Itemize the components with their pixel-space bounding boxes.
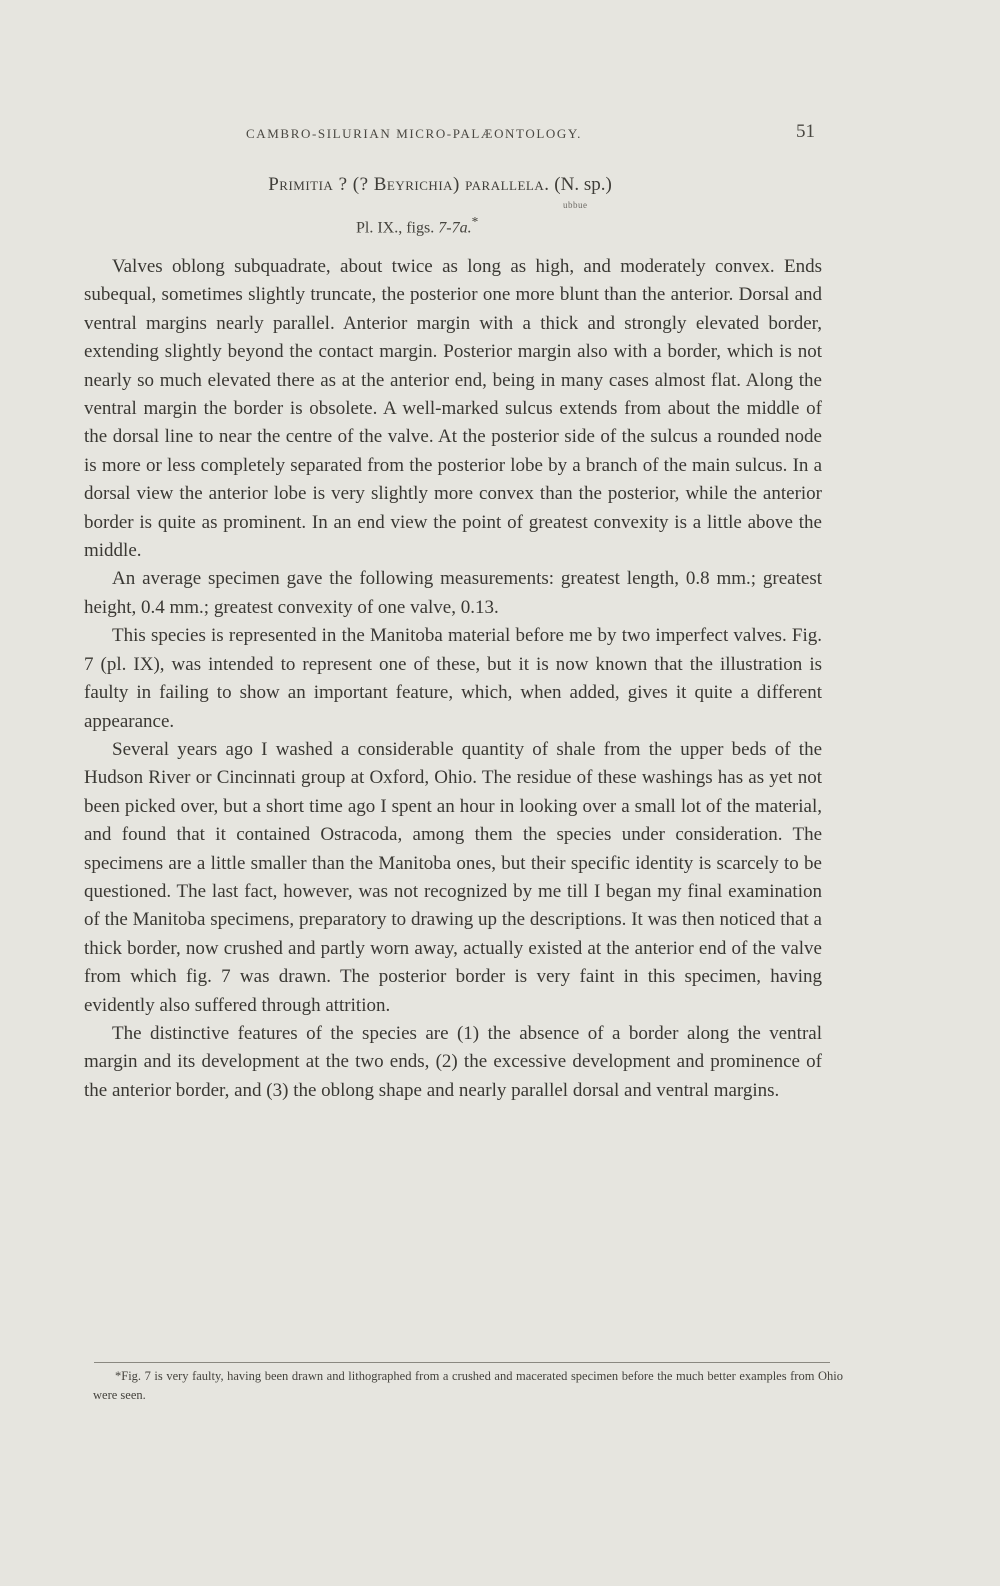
plate-ref-prefix: Pl. IX., figs. [356,219,439,237]
description-body [84,253,822,1105]
plate-reference [356,214,478,237]
paragraph-measurements: An average specimen gave the following measurements: greatest length, 0.8 mm.; greatest height, 0.4 mm.; greatest convexity of one valve, 0.13. [84,568,822,618]
species-name: Primitia ? (? Beyrichia) parallela. [268,174,550,195]
footnote-divider [94,1362,830,1363]
footnote: *Fig. 7 is very faulty, having been drawn and lithographed from a crushed and macerated specimen before the much better examples from Ohio were seen. [93,1369,843,1402]
paragraph-ohio: Several years ago I washed a considerable quantity of shale from the upper beds of the Hudson River or Cincinnati group at Oxford, Ohio. The residue of these washings has as yet not been picked over, but a short time ago I spent an hour in looking over a small lot of the material, and found that it contained Ostracoda, among them the species under consideration. The specimens are a little smaller than the Manitoba ones, but their specific identity is scarcely to be questioned. The last fact, however, was not recognized by me till I began my final examination of the Manitoba specimens, preparatory to drawing up the descriptions. It was then noticed that a thick border, now crushed and partly worn away, actually existed at the anterior end of the valve from which fig. 7 was drawn. The posterior border is very faint in this specimen, having evidently also suffered through attrition. [84,738,822,1016]
footnote-marker: * [471,214,479,229]
paragraph-description: Valves oblong subquadrate, about twice as long as high, and moderately convex. Ends subequal, sometimes slightly truncate, the posterior one more blunt than the anterior. Dorsal and ventral margins nearly parallel. Anterior margin with a thick and strongly elevated border, extending slightly beyond the contact margin. Posterior margin also with a border, which is not nearly so much elevated there as at the anterior end, being in many cases almost flat. Along the ventral margin the border is obsolete. A well-marked sulcus extends from about the middle of the dorsal line to near the centre of the valve. At the posterior side of the sulcus a rounded node is more or less completely separated from the posterior lobe by a branch of the main sulcus. In a dorsal view the anterior lobe is very slightly more convex than the posterior, while the anterior border is quite as prominent. In an end view the point of greatest convexity is a little above the middle. [84,256,822,562]
paragraph-manitoba: This species is represented in the Manitoba material before me by two imperfect valves. Fig. 7 (pl. IX), was intended to represent one of these, but it is now known that the illustration is faulty in failing to show an important feature, which, when added, gives it quite a different appearance. [84,625,822,732]
paragraph-distinctive-features: The distinctive features of the species are (1) the absence of a border along the ventral margin and its development at the two ends, (2) the excessive development and prominence of the anterior border, and (3) the oblong shape and nearly parallel dorsal and ventral margins. [84,1022,822,1101]
page-number: 51 [796,121,815,142]
plate-ref-figs: 7-7a. [438,219,472,237]
species-heading [0,174,880,196]
species-new-marker: (N. sp.) [554,174,612,195]
library-stamp: ubbue [563,200,588,210]
running-head: CAMBRO-SILURIAN MICRO-PALÆONTOLOGY. [246,126,583,141]
